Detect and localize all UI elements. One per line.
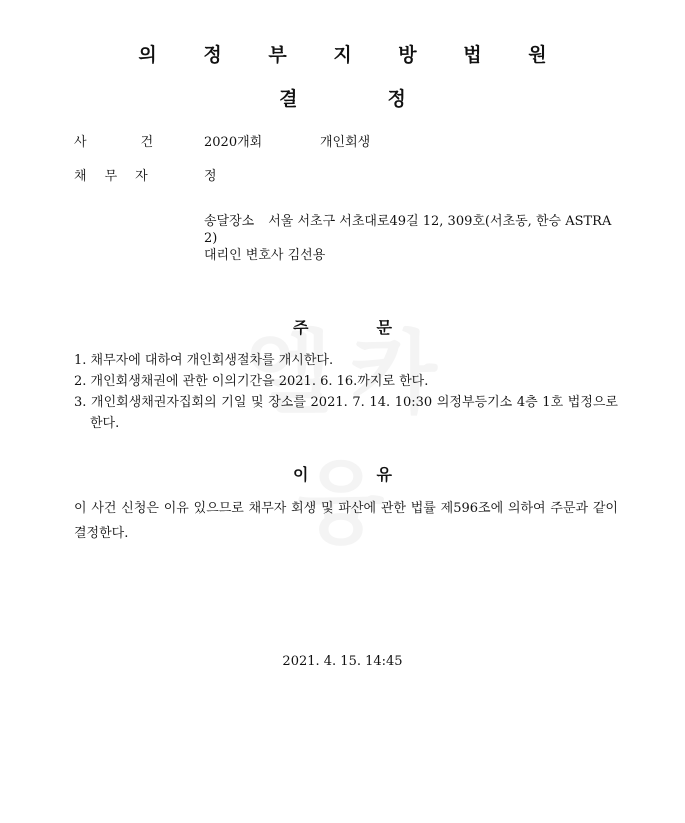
- case-row: [74, 131, 371, 150]
- case-number: 2020개회: [204, 135, 263, 150]
- label-char: 채: [74, 169, 87, 184]
- case-label: [74, 131, 204, 150]
- label-char: 사: [74, 135, 87, 150]
- document-title-char: 결: [279, 88, 298, 110]
- reason-heading: [0, 462, 685, 485]
- order-heading: [0, 315, 685, 338]
- label-char: 건: [140, 135, 154, 150]
- order-item: 1. 채무자에 대하여 개인회생절차를 개시한다.: [74, 353, 334, 368]
- heading-char: 문: [376, 318, 392, 337]
- order-item: 3. 개인회생채권자집회의 기일 및 장소를 2021. 7. 14. 10:30 의정부등기소 4층 1호 법정으로 한다.: [74, 395, 618, 431]
- debtor-label: [74, 165, 204, 184]
- address-label: 송달장소: [204, 214, 255, 229]
- label-char: 자: [135, 169, 148, 184]
- court-name: 의 정 부 지 방 법 원: [138, 44, 567, 66]
- service-address-block: [204, 213, 618, 264]
- reason-text: 이 사건 신청은 이유 있으므로 채무자 회생 및 파산에 관한 법률 제596조에 의하여 주문과 같이 결정한다.: [74, 501, 618, 541]
- order-item: 2. 개인회생채권에 관한 이의기간을 2021. 6. 16.까지로 한다.: [74, 374, 429, 389]
- address-value: 서울 서초구 서초대로49길 12, 309호(서초동, 한승 ASTRA 2): [204, 214, 612, 246]
- debtor-name: 정: [204, 169, 217, 184]
- document-title: [0, 84, 685, 111]
- heading-char: 이: [293, 465, 309, 484]
- decision-date: 2021. 4. 15. 14:45: [282, 654, 403, 669]
- heading-char: 주: [293, 318, 309, 337]
- label-char: 무: [104, 169, 118, 184]
- case-type: 개인회생: [320, 135, 371, 150]
- document-title-char: 정: [387, 88, 406, 110]
- heading-char: 유: [376, 465, 392, 484]
- debtor-row: [74, 165, 217, 184]
- agent: 대리인 변호사 김선용: [204, 248, 326, 263]
- order-list: [74, 350, 618, 434]
